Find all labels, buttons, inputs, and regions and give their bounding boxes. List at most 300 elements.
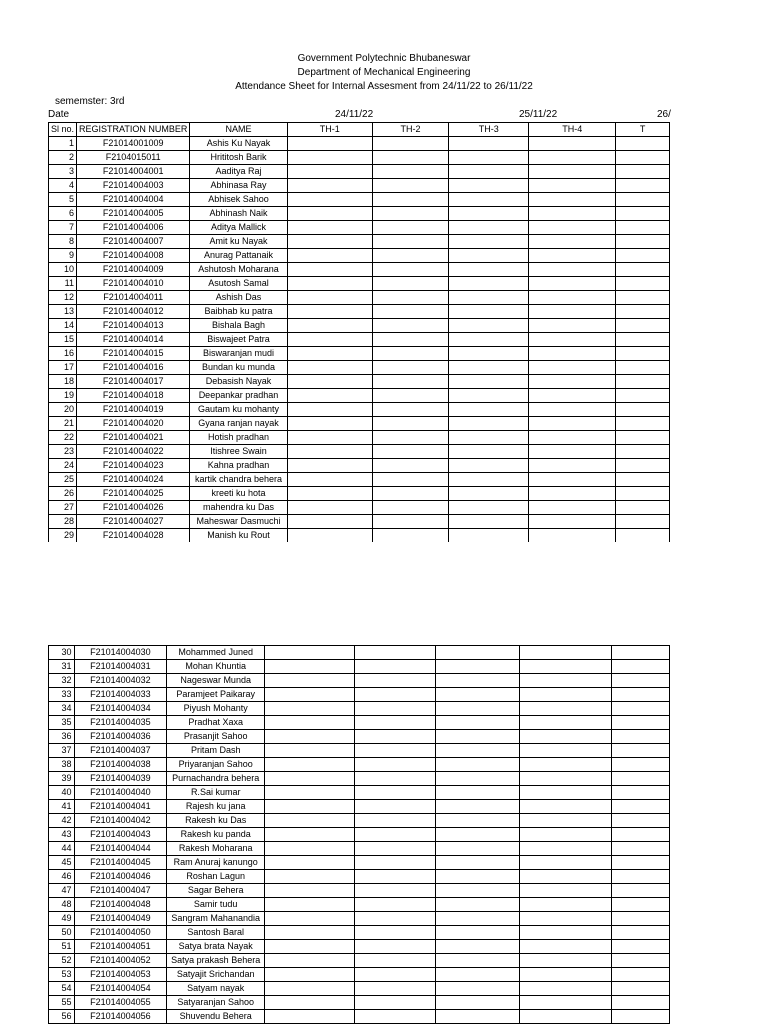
attendance-cell-th-1[interactable] <box>287 529 372 543</box>
attendance-cell-th-2[interactable] <box>372 193 448 207</box>
attendance-cell-th-3[interactable] <box>435 758 519 772</box>
attendance-cell-th-3[interactable] <box>435 660 519 674</box>
attendance-cell-th-3[interactable] <box>435 926 519 940</box>
attendance-cell-th-5[interactable] <box>612 702 670 716</box>
attendance-cell-th-3[interactable] <box>435 828 519 842</box>
attendance-cell-th-3[interactable] <box>435 716 519 730</box>
attendance-cell-th-5[interactable] <box>612 674 670 688</box>
attendance-cell-th-3[interactable] <box>435 688 519 702</box>
attendance-cell-th-2[interactable] <box>372 263 448 277</box>
attendance-cell-th-3[interactable] <box>449 249 529 263</box>
attendance-cell-th-1[interactable] <box>265 758 355 772</box>
attendance-cell-th-3[interactable] <box>449 277 529 291</box>
attendance-cell-th-5[interactable] <box>612 954 670 968</box>
attendance-cell-th-1[interactable] <box>265 996 355 1010</box>
attendance-cell-th-2[interactable] <box>355 856 436 870</box>
serial-number: 14 <box>49 319 77 333</box>
attendance-cell-th-5[interactable] <box>612 688 670 702</box>
attendance-cell-th-1[interactable] <box>287 165 372 179</box>
attendance-cell-th-5[interactable] <box>616 403 670 417</box>
attendance-cell-th-4[interactable] <box>520 772 612 786</box>
attendance-cell-th-3[interactable] <box>435 1010 519 1024</box>
attendance-cell-th-2[interactable] <box>355 926 436 940</box>
attendance-cell-th-4[interactable] <box>529 347 616 361</box>
attendance-cell-th-5[interactable] <box>616 529 670 543</box>
attendance-cell-th-5[interactable] <box>616 263 670 277</box>
column-header-row <box>49 123 670 137</box>
attendance-cell-th-5[interactable] <box>616 347 670 361</box>
attendance-cell-th-3[interactable] <box>449 221 529 235</box>
attendance-cell-th-2[interactable] <box>355 1010 436 1024</box>
attendance-cell-th-4[interactable] <box>520 800 612 814</box>
attendance-cell-th-2[interactable] <box>355 660 436 674</box>
attendance-cell-th-5[interactable] <box>612 996 670 1010</box>
attendance-cell-th-1[interactable] <box>287 431 372 445</box>
attendance-cell-th-4[interactable] <box>529 193 616 207</box>
attendance-cell-th-2[interactable] <box>355 814 436 828</box>
attendance-cell-th-2[interactable] <box>355 646 436 660</box>
attendance-cell-th-4[interactable] <box>520 968 612 982</box>
attendance-cell-th-2[interactable] <box>355 870 436 884</box>
attendance-cell-th-2[interactable] <box>355 884 436 898</box>
attendance-cell-th-3[interactable] <box>449 305 529 319</box>
attendance-cell-th-3[interactable] <box>449 165 529 179</box>
attendance-cell-th-1[interactable] <box>265 856 355 870</box>
attendance-cell-th-1[interactable] <box>287 347 372 361</box>
attendance-cell-th-5[interactable] <box>616 375 670 389</box>
attendance-cell-th-2[interactable] <box>372 291 448 305</box>
attendance-cell-th-1[interactable] <box>265 968 355 982</box>
attendance-cell-th-1[interactable] <box>287 473 372 487</box>
registration-number: F21014004018 <box>77 389 190 403</box>
attendance-cell-th-2[interactable] <box>372 515 448 529</box>
attendance-cell-th-1[interactable] <box>265 744 355 758</box>
attendance-cell-th-4[interactable] <box>520 828 612 842</box>
attendance-cell-th-3[interactable] <box>449 529 529 543</box>
attendance-cell-th-1[interactable] <box>265 716 355 730</box>
attendance-cell-th-5[interactable] <box>616 417 670 431</box>
student-name: Pritam Dash <box>167 744 265 758</box>
attendance-cell-th-1[interactable] <box>265 982 355 996</box>
attendance-cell-th-4[interactable] <box>529 529 616 543</box>
attendance-cell-th-5[interactable] <box>616 235 670 249</box>
attendance-cell-th-5[interactable] <box>612 982 670 996</box>
attendance-cell-th-2[interactable] <box>372 207 448 221</box>
attendance-cell-th-3[interactable] <box>435 786 519 800</box>
attendance-cell-th-4[interactable] <box>529 501 616 515</box>
attendance-cell-th-3[interactable] <box>449 291 529 305</box>
attendance-cell-th-2[interactable] <box>372 277 448 291</box>
attendance-cell-th-3[interactable] <box>449 207 529 221</box>
attendance-cell-th-5[interactable] <box>616 431 670 445</box>
attendance-cell-th-5[interactable] <box>612 1010 670 1024</box>
attendance-cell-th-3[interactable] <box>449 235 529 249</box>
attendance-cell-th-3[interactable] <box>449 515 529 529</box>
attendance-cell-th-2[interactable] <box>372 221 448 235</box>
attendance-cell-th-4[interactable] <box>529 375 616 389</box>
attendance-cell-th-2[interactable] <box>355 758 436 772</box>
attendance-cell-th-4[interactable] <box>529 389 616 403</box>
attendance-cell-th-4[interactable] <box>520 996 612 1010</box>
attendance-cell-th-2[interactable] <box>355 716 436 730</box>
attendance-cell-th-5[interactable] <box>616 515 670 529</box>
attendance-cell-th-4[interactable] <box>529 137 616 151</box>
attendance-cell-th-2[interactable] <box>355 744 436 758</box>
attendance-cell-th-2[interactable] <box>372 431 448 445</box>
serial-number: 18 <box>49 375 77 389</box>
attendance-cell-th-4[interactable] <box>520 898 612 912</box>
attendance-cell-th-4[interactable] <box>529 179 616 193</box>
attendance-cell-th-5[interactable] <box>616 137 670 151</box>
attendance-cell-th-3[interactable] <box>449 263 529 277</box>
attendance-cell-th-3[interactable] <box>435 996 519 1010</box>
attendance-cell-th-2[interactable] <box>372 389 448 403</box>
attendance-cell-th-5[interactable] <box>616 473 670 487</box>
attendance-cell-th-3[interactable] <box>435 772 519 786</box>
attendance-cell-th-4[interactable] <box>529 151 616 165</box>
attendance-cell-th-4[interactable] <box>529 291 616 305</box>
attendance-cell-th-4[interactable] <box>529 417 616 431</box>
attendance-cell-th-5[interactable] <box>612 940 670 954</box>
attendance-cell-th-4[interactable] <box>529 207 616 221</box>
attendance-cell-th-1[interactable] <box>287 263 372 277</box>
attendance-cell-th-5[interactable] <box>616 319 670 333</box>
attendance-cell-th-3[interactable] <box>435 898 519 912</box>
attendance-cell-th-1[interactable] <box>287 459 372 473</box>
attendance-cell-th-1[interactable] <box>265 646 355 660</box>
attendance-cell-th-4[interactable] <box>520 870 612 884</box>
attendance-cell-th-1[interactable] <box>287 249 372 263</box>
attendance-cell-th-1[interactable] <box>287 137 372 151</box>
attendance-cell-th-3[interactable] <box>435 856 519 870</box>
attendance-cell-th-1[interactable] <box>265 786 355 800</box>
attendance-cell-th-2[interactable] <box>372 151 448 165</box>
attendance-cell-th-4[interactable] <box>520 884 612 898</box>
attendance-cell-th-4[interactable] <box>520 954 612 968</box>
attendance-cell-th-2[interactable] <box>372 459 448 473</box>
attendance-cell-th-4[interactable] <box>520 982 612 996</box>
attendance-cell-th-1[interactable] <box>265 884 355 898</box>
serial-number: 37 <box>49 744 75 758</box>
attendance-cell-th-4[interactable] <box>529 403 616 417</box>
attendance-cell-th-4[interactable] <box>529 487 616 501</box>
serial-number: 27 <box>49 501 77 515</box>
attendance-cell-th-3[interactable] <box>435 646 519 660</box>
attendance-cell-th-3[interactable] <box>449 151 529 165</box>
attendance-cell-th-5[interactable] <box>616 501 670 515</box>
attendance-cell-th-3[interactable] <box>449 333 529 347</box>
attendance-cell-th-4[interactable] <box>520 856 612 870</box>
attendance-cell-th-5[interactable] <box>612 758 670 772</box>
attendance-cell-th-1[interactable] <box>265 926 355 940</box>
attendance-cell-th-2[interactable] <box>372 179 448 193</box>
student-name: Priyaranjan Sahoo <box>167 758 265 772</box>
attendance-cell-th-2[interactable] <box>372 137 448 151</box>
attendance-cell-th-4[interactable] <box>520 646 612 660</box>
attendance-cell-th-4[interactable] <box>529 431 616 445</box>
attendance-cell-th-3[interactable] <box>435 968 519 982</box>
attendance-cell-th-1[interactable] <box>287 361 372 375</box>
attendance-cell-th-2[interactable] <box>372 501 448 515</box>
attendance-cell-th-2[interactable] <box>355 674 436 688</box>
attendance-cell-th-3[interactable] <box>449 501 529 515</box>
attendance-cell-th-5[interactable] <box>612 898 670 912</box>
attendance-cell-th-1[interactable] <box>287 207 372 221</box>
attendance-cell-th-1[interactable] <box>287 487 372 501</box>
attendance-cell-th-3[interactable] <box>435 674 519 688</box>
attendance-cell-th-2[interactable] <box>355 786 436 800</box>
attendance-cell-th-5[interactable] <box>616 151 670 165</box>
attendance-cell-th-5[interactable] <box>616 291 670 305</box>
registration-number: F21014004052 <box>74 954 167 968</box>
attendance-cell-th-1[interactable] <box>265 940 355 954</box>
attendance-cell-th-3[interactable] <box>449 347 529 361</box>
attendance-cell-th-4[interactable] <box>520 660 612 674</box>
attendance-cell-th-1[interactable] <box>265 870 355 884</box>
attendance-cell-th-5[interactable] <box>616 207 670 221</box>
attendance-cell-th-3[interactable] <box>435 884 519 898</box>
attendance-cell-th-5[interactable] <box>612 856 670 870</box>
attendance-cell-th-3[interactable] <box>449 193 529 207</box>
attendance-cell-th-2[interactable] <box>372 473 448 487</box>
attendance-cell-th-1[interactable] <box>287 235 372 249</box>
attendance-cell-th-3[interactable] <box>449 319 529 333</box>
attendance-cell-th-1[interactable] <box>265 814 355 828</box>
attendance-cell-th-3[interactable] <box>449 417 529 431</box>
attendance-cell-th-5[interactable] <box>612 828 670 842</box>
attendance-cell-th-3[interactable] <box>449 431 529 445</box>
attendance-cell-th-4[interactable] <box>520 842 612 856</box>
attendance-cell-th-4[interactable] <box>520 688 612 702</box>
attendance-cell-th-1[interactable] <box>265 842 355 856</box>
attendance-cell-th-1[interactable] <box>265 674 355 688</box>
attendance-cell-th-4[interactable] <box>520 716 612 730</box>
attendance-cell-th-4[interactable] <box>529 249 616 263</box>
attendance-cell-th-4[interactable] <box>529 445 616 459</box>
attendance-cell-th-1[interactable] <box>287 179 372 193</box>
attendance-cell-th-5[interactable] <box>616 165 670 179</box>
date-3: 26/ <box>657 109 671 120</box>
attendance-cell-th-2[interactable] <box>372 347 448 361</box>
registration-number: F21014004024 <box>77 473 190 487</box>
attendance-cell-th-1[interactable] <box>287 515 372 529</box>
attendance-cell-th-5[interactable] <box>612 842 670 856</box>
attendance-cell-th-5[interactable] <box>616 249 670 263</box>
attendance-cell-th-3[interactable] <box>435 954 519 968</box>
attendance-cell-th-2[interactable] <box>355 828 436 842</box>
attendance-cell-th-5[interactable] <box>612 884 670 898</box>
attendance-cell-th-2[interactable] <box>372 417 448 431</box>
attendance-sheet-page-2 <box>0 645 670 1024</box>
attendance-cell-th-1[interactable] <box>287 277 372 291</box>
attendance-cell-th-4[interactable] <box>520 674 612 688</box>
attendance-cell-th-4[interactable] <box>529 319 616 333</box>
attendance-cell-th-1[interactable] <box>265 730 355 744</box>
attendance-cell-th-4[interactable] <box>529 333 616 347</box>
attendance-cell-th-5[interactable] <box>612 772 670 786</box>
attendance-cell-th-4[interactable] <box>520 744 612 758</box>
attendance-cell-th-4[interactable] <box>529 263 616 277</box>
attendance-cell-th-4[interactable] <box>529 473 616 487</box>
attendance-cell-th-1[interactable] <box>265 912 355 926</box>
attendance-cell-th-5[interactable] <box>616 179 670 193</box>
attendance-cell-th-2[interactable] <box>355 800 436 814</box>
registration-number: F21014004055 <box>74 996 167 1010</box>
attendance-cell-th-5[interactable] <box>612 814 670 828</box>
attendance-cell-th-3[interactable] <box>449 403 529 417</box>
attendance-cell-th-3[interactable] <box>435 702 519 716</box>
attendance-cell-th-2[interactable] <box>372 319 448 333</box>
attendance-cell-th-1[interactable] <box>265 702 355 716</box>
attendance-cell-th-1[interactable] <box>287 389 372 403</box>
attendance-cell-th-2[interactable] <box>355 898 436 912</box>
attendance-cell-th-3[interactable] <box>449 361 529 375</box>
attendance-cell-th-2[interactable] <box>355 954 436 968</box>
attendance-cell-th-3[interactable] <box>435 730 519 744</box>
attendance-cell-th-2[interactable] <box>355 982 436 996</box>
attendance-cell-th-3[interactable] <box>449 179 529 193</box>
attendance-cell-th-2[interactable] <box>372 165 448 179</box>
attendance-cell-th-5[interactable] <box>612 730 670 744</box>
attendance-cell-th-2[interactable] <box>372 249 448 263</box>
attendance-cell-th-1[interactable] <box>265 800 355 814</box>
attendance-cell-th-3[interactable] <box>435 912 519 926</box>
attendance-cell-th-2[interactable] <box>372 403 448 417</box>
attendance-cell-th-4[interactable] <box>520 912 612 926</box>
registration-number: F21014004030 <box>74 646 167 660</box>
attendance-cell-th-5[interactable] <box>612 870 670 884</box>
attendance-cell-th-4[interactable] <box>520 814 612 828</box>
attendance-cell-th-1[interactable] <box>287 445 372 459</box>
attendance-cell-th-5[interactable] <box>612 926 670 940</box>
attendance-cell-th-1[interactable] <box>287 221 372 235</box>
attendance-cell-th-3[interactable] <box>449 389 529 403</box>
attendance-cell-th-5[interactable] <box>616 389 670 403</box>
registration-number: F21014004019 <box>77 403 190 417</box>
attendance-cell-th-4[interactable] <box>529 515 616 529</box>
attendance-cell-th-1[interactable] <box>287 319 372 333</box>
attendance-cell-th-3[interactable] <box>449 459 529 473</box>
attendance-cell-th-4[interactable] <box>520 926 612 940</box>
attendance-cell-th-1[interactable] <box>287 501 372 515</box>
attendance-cell-th-3[interactable] <box>449 375 529 389</box>
attendance-cell-th-5[interactable] <box>612 800 670 814</box>
attendance-cell-th-5[interactable] <box>616 361 670 375</box>
attendance-cell-th-1[interactable] <box>265 660 355 674</box>
attendance-cell-th-5[interactable] <box>612 786 670 800</box>
attendance-cell-th-5[interactable] <box>612 716 670 730</box>
attendance-cell-th-2[interactable] <box>355 912 436 926</box>
attendance-cell-th-4[interactable] <box>529 361 616 375</box>
registration-number: F21014004031 <box>74 660 167 674</box>
attendance-cell-th-1[interactable] <box>287 151 372 165</box>
attendance-cell-th-5[interactable] <box>612 912 670 926</box>
attendance-cell-th-3[interactable] <box>449 445 529 459</box>
attendance-cell-th-3[interactable] <box>435 744 519 758</box>
attendance-cell-th-2[interactable] <box>355 688 436 702</box>
attendance-cell-th-2[interactable] <box>372 361 448 375</box>
attendance-cell-th-4[interactable] <box>520 730 612 744</box>
attendance-cell-th-2[interactable] <box>355 940 436 954</box>
attendance-cell-th-2[interactable] <box>355 996 436 1010</box>
attendance-cell-th-1[interactable] <box>265 1010 355 1024</box>
attendance-cell-th-5[interactable] <box>612 660 670 674</box>
attendance-cell-th-5[interactable] <box>616 221 670 235</box>
attendance-cell-th-4[interactable] <box>520 1010 612 1024</box>
attendance-cell-th-5[interactable] <box>616 333 670 347</box>
attendance-cell-th-4[interactable] <box>520 758 612 772</box>
attendance-cell-th-5[interactable] <box>616 487 670 501</box>
attendance-cell-th-4[interactable] <box>529 305 616 319</box>
attendance-cell-th-4[interactable] <box>529 459 616 473</box>
attendance-cell-th-5[interactable] <box>616 305 670 319</box>
attendance-cell-th-2[interactable] <box>355 968 436 982</box>
attendance-cell-th-5[interactable] <box>612 744 670 758</box>
attendance-cell-th-4[interactable] <box>529 235 616 249</box>
attendance-cell-th-1[interactable] <box>287 333 372 347</box>
attendance-cell-th-1[interactable] <box>265 772 355 786</box>
attendance-cell-th-5[interactable] <box>616 445 670 459</box>
attendance-cell-th-1[interactable] <box>287 291 372 305</box>
attendance-cell-th-2[interactable] <box>355 842 436 856</box>
attendance-cell-th-1[interactable] <box>265 688 355 702</box>
serial-number: 7 <box>49 221 77 235</box>
attendance-cell-th-2[interactable] <box>355 772 436 786</box>
attendance-cell-th-4[interactable] <box>520 702 612 716</box>
attendance-cell-th-4[interactable] <box>529 277 616 291</box>
attendance-cell-th-1[interactable] <box>287 375 372 389</box>
attendance-cell-th-3[interactable] <box>435 814 519 828</box>
attendance-cell-th-5[interactable] <box>612 646 670 660</box>
table-row <box>49 291 670 305</box>
attendance-cell-th-3[interactable] <box>435 842 519 856</box>
attendance-cell-th-5[interactable] <box>616 193 670 207</box>
attendance-cell-th-1[interactable] <box>287 417 372 431</box>
attendance-cell-th-2[interactable] <box>372 445 448 459</box>
attendance-cell-th-1[interactable] <box>287 193 372 207</box>
attendance-cell-th-3[interactable] <box>435 800 519 814</box>
attendance-cell-th-2[interactable] <box>355 730 436 744</box>
attendance-cell-th-1[interactable] <box>265 828 355 842</box>
attendance-cell-th-3[interactable] <box>449 487 529 501</box>
attendance-cell-th-2[interactable] <box>355 702 436 716</box>
attendance-cell-th-3[interactable] <box>435 982 519 996</box>
attendance-cell-th-2[interactable] <box>372 487 448 501</box>
attendance-cell-th-3[interactable] <box>449 473 529 487</box>
attendance-cell-th-4[interactable] <box>529 221 616 235</box>
attendance-cell-th-2[interactable] <box>372 235 448 249</box>
attendance-cell-th-5[interactable] <box>612 968 670 982</box>
attendance-cell-th-1[interactable] <box>287 403 372 417</box>
attendance-cell-th-5[interactable] <box>616 459 670 473</box>
attendance-cell-th-4[interactable] <box>520 786 612 800</box>
attendance-cell-th-2[interactable] <box>372 375 448 389</box>
attendance-cell-th-1[interactable] <box>287 305 372 319</box>
attendance-cell-th-3[interactable] <box>435 940 519 954</box>
registration-number: F21014004047 <box>74 884 167 898</box>
attendance-cell-th-2[interactable] <box>372 305 448 319</box>
attendance-cell-th-2[interactable] <box>372 333 448 347</box>
attendance-cell-th-4[interactable] <box>529 165 616 179</box>
attendance-cell-th-3[interactable] <box>435 870 519 884</box>
col-th-4: TH-4 <box>529 123 616 137</box>
attendance-cell-th-5[interactable] <box>616 277 670 291</box>
attendance-cell-th-4[interactable] <box>520 940 612 954</box>
attendance-cell-th-2[interactable] <box>372 529 448 543</box>
attendance-cell-th-1[interactable] <box>265 898 355 912</box>
attendance-cell-th-3[interactable] <box>449 137 529 151</box>
attendance-cell-th-1[interactable] <box>265 954 355 968</box>
